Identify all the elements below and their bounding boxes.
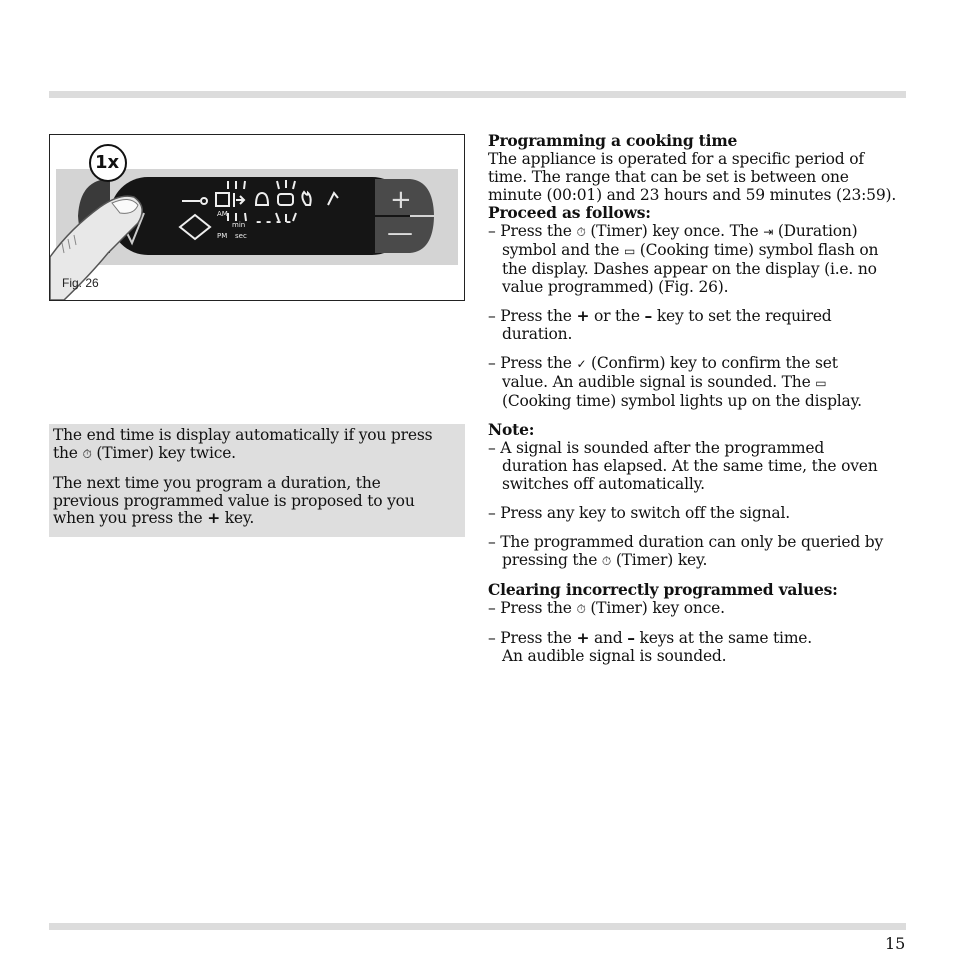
cooking-time-icon: ▭ (815, 376, 827, 390)
note-paragraph-2: The next time you program a duration, the previous programmed value is proposed to you when you press the + key. (53, 474, 415, 527)
duration-icon: ⇥ (763, 225, 774, 239)
svg-text:+: + (390, 185, 412, 215)
figure-caption: Fig. 26 (62, 276, 99, 290)
plus-key-symbol: + (576, 629, 590, 647)
timer-icon: ⏱ (82, 446, 92, 461)
display-min: min (232, 221, 246, 229)
display-am: AM (217, 210, 228, 218)
timer-icon: ⏱ (576, 602, 586, 616)
note-item-3: – The programmed duration can only be queried by pressing the ⏱ (Timer) key. (488, 533, 884, 569)
display-pm: PM (217, 232, 228, 240)
page-number: 15 (885, 934, 906, 953)
cooking-time-icon: ▭ (623, 244, 636, 258)
step-2: – Press the + or the – key to set the required duration. (488, 307, 832, 343)
bottom-rule (49, 923, 906, 930)
note-item-2: – Press any key to switch off the signal. (488, 504, 790, 522)
clear-step-2: – Press the + and – keys at the same time. An audible signal is sounded. (488, 629, 813, 665)
heading-programming-cooking-time: Programming a cooking time (488, 131, 738, 150)
minus-key-symbol: – (627, 629, 635, 647)
heading-clearing-values: Clearing incorrectly programmed values: (488, 580, 838, 599)
info-note-box (49, 424, 465, 537)
timer-icon: ⏱ (576, 225, 586, 239)
heading-proceed: Proceed as follows: (488, 203, 651, 222)
plus-key-symbol: + (207, 509, 220, 527)
step-1: – Press the ⏱ (Timer) key once. The ⇥ (Duration) symbol and the ▭ (Cooking time) symbol flash on the display. Dashes appear on the display (i.e. no value programmed) (Fig. 26). (488, 222, 879, 296)
figure-26 (49, 134, 465, 301)
note-item-1: – A signal is sounded after the programmed duration has elapsed. At the same time, the oven switches off automatically. (488, 439, 878, 493)
minus-key-symbol: – (644, 307, 653, 325)
badge-1x: 1x (95, 152, 120, 173)
heading-note: Note: (488, 420, 535, 439)
display-dashes: - - - - (256, 215, 292, 230)
svg-text:—: — (387, 218, 413, 248)
step-3: – Press the ✓ (Confirm) key to confirm the set value. An audible signal is sounded. The ▭ (Cooking time) symbol lights up on the display. (488, 354, 862, 410)
display-sec: sec (235, 232, 247, 240)
instructions-column (488, 132, 913, 665)
intro-paragraph: The appliance is operated for a specific period of time. The range that can be set is between one minute (00:01) and 23 hours and 59 minutes (23:59). (488, 150, 897, 204)
confirm-check-icon: ✓ (576, 357, 587, 371)
timer-icon: ⏱ (601, 554, 612, 568)
note-paragraph-1: The end time is display automatically if you press the ⏱ (Timer) key twice. (53, 426, 433, 462)
clear-step-1: – Press the ⏱ (Timer) key once. (488, 599, 725, 617)
plus-key-symbol: + (576, 307, 590, 325)
top-rule (49, 91, 906, 98)
